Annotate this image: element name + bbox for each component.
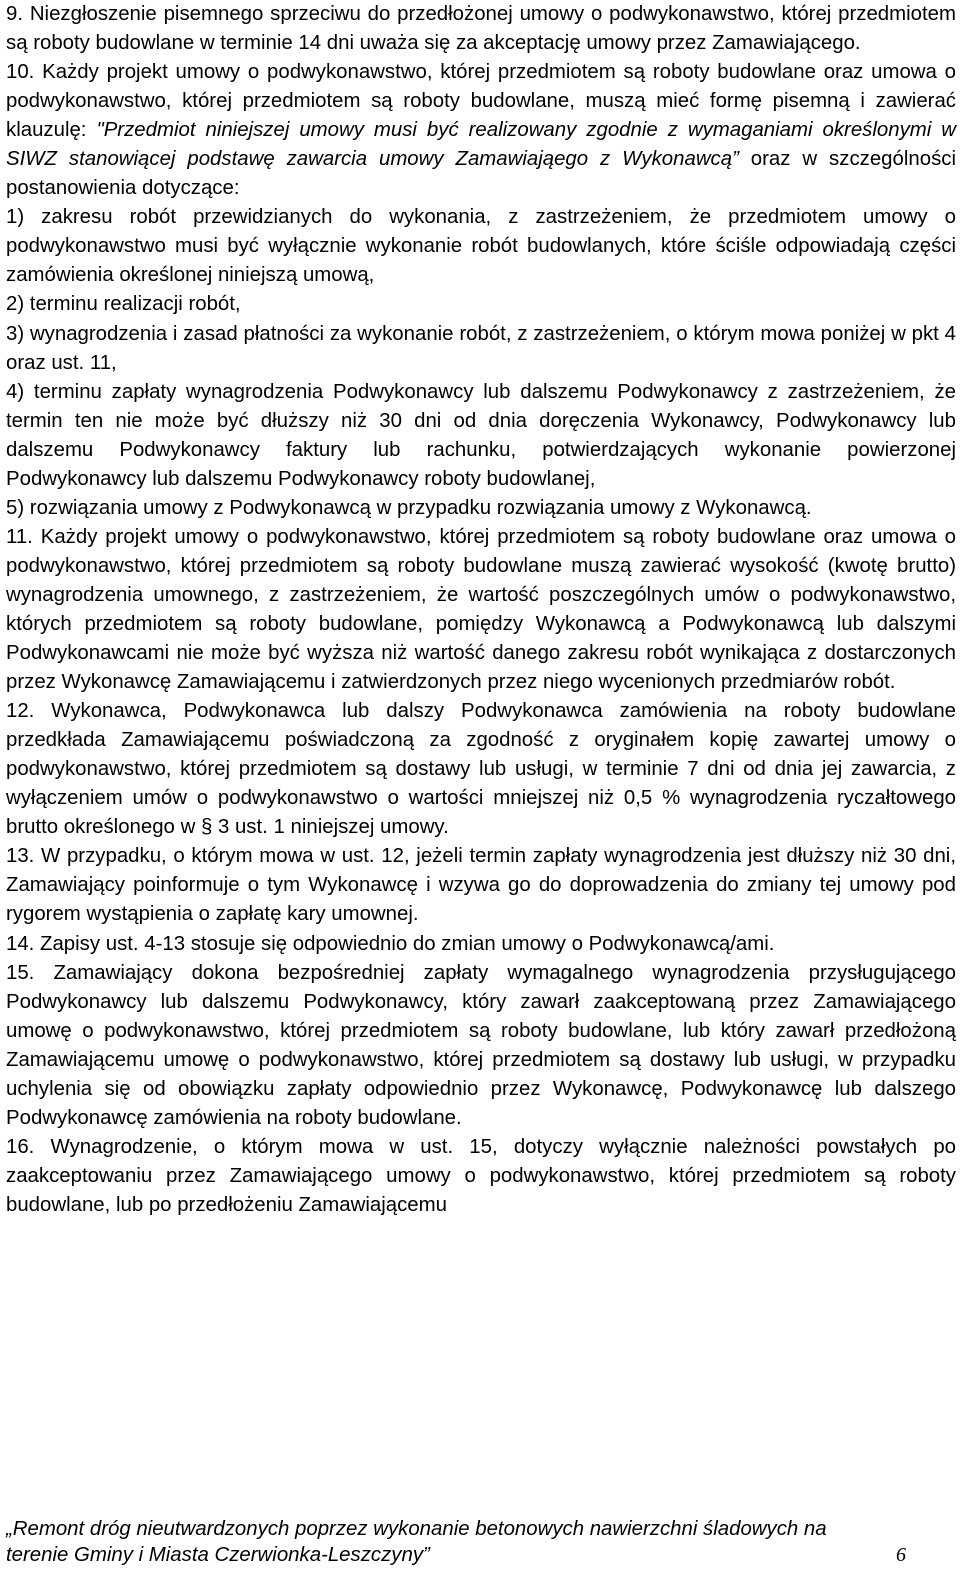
paragraph-11: 11. Każdy projekt umowy o podwykonawstwo, której przedmiotem są roboty budowlane oraz umowa o podwykonawstwo, której przedmiotem są roboty budowlane muszą zawierać wysokość (kwotę brutto) wynagrodzenia umownego, z zastrzeżeniem, że wartość poszczególnych umów o podwykonawstwo, których przedmiotem są roboty budowlane, pomiędzy Wykonawcą a Podwykonawcą lub dalszymi Podwykonawcami nie może być wyższa niż wartość danego zakresu robót wynikająca z dostarczonych przez Wykonawcę Zamawiającemu i zatwierdzonych przez niego wycenionych przedmiarów robót.	[6, 525, 956, 694]
list-item-10-5: 5) rozwiązania umowy z Podwykonawcą w przypadku rozwiązania umowy z Wykonawcą.	[6, 496, 812, 519]
footer-title-line-1: „Remont dróg nieutwardzonych poprzez wykonanie betonowych nawierzchni śladowych na	[6, 1518, 827, 1540]
paragraph-10-tail: oraz w szczególności postanowienia dotyczące:	[6, 148, 956, 200]
paragraph-10-clause-quote: "Przedmiot niniejszej umowy musi być realizowany zgodnie z wymaganiami określonymi w SIWZ stanowiącej podstawę zawarcia umowy Zamawiająego z Wykonawcą”	[6, 119, 956, 171]
paragraph-15: 15. Zamawiający dokona bezpośredniej zapłaty wymagalnego wynagrodzenia przysługującego Podwykonawcy lub dalszemu Podwykonawcy, który zawarł zaakceptowaną przez Zamawiającego umowę o podwykonawstwo, której przedmiotem są roboty budowlane, lub który zawarł przedłożoną Zamawiającemu umowę o podwykonawstwo, której przedmiotem są dostawy lub usługi, w przypadku uchylenia się od obowiązku zapłaty odpowiednio przez Wykonawcę, Podwykonawcę lub dalszego Podwykonawcę zamówienia na roboty budowlane.	[6, 961, 956, 1129]
paragraph-10	[6, 58, 956, 203]
page-number: 6	[896, 1544, 906, 1566]
document-body	[6, 0, 956, 1220]
list-item-10-2: 2) terminu realizacji robót,	[6, 293, 241, 316]
list-item-10-1: 1) zakresu robót przewidzianych do wykonania, z zastrzeżeniem, że przedmiotem umowy o podwykonawstwo musi być wyłącznie wykonanie robót budowlanych, które ściśle odpowiadają części zamówienia określonej niniejszą umową,	[6, 206, 956, 287]
page-footer	[6, 1516, 956, 1568]
list-item-10-4: 4) terminu zapłaty wynagrodzenia Podwykonawcy lub dalszemu Podwykonawcy z zastrzeżeniem, że termin ten nie może być dłuższy niż 30 dni od dnia doręczenia Wykonawcy, Podwykonawcy lub dalszemu Podwykonawcy faktury lub rachunku, potwierdzających wykonanie powierzonej Podwykonawcy lub dalszemu Podwykonawcy roboty budowlanej,	[6, 380, 956, 490]
paragraph-16: 16. Wynagrodzenie, o którym mowa w ust. 15, dotyczy wyłącznie należności powstałych po zaakceptowaniu przez Zamawiającego umowy o podwykonawstwo, której przedmiotem są roboty budowlane, lub po przedłożeniu Zamawiającemu	[6, 1135, 956, 1216]
paragraph-12: 12. Wykonawca, Podwykonawca lub dalszy Podwykonawca zamówienia na roboty budowlane przedkłada Zamawiającemu poświadczoną za zgodność z oryginałem kopię zawartej umowy o podwykonawstwo, której przedmiotem są dostawy lub usługi, w terminie 7 dni od dnia jej zawarcia, z wyłączeniem umów o podwykonawstwo o wartości mniejszej niż 0,5 % wynagrodzenia ryczałtowego brutto określonego w § 3 ust. 1 niniejszej umowy.	[6, 700, 956, 839]
footer-title-line-2: terenie Gminy i Miasta Czerwionka-Leszczyny”	[6, 1544, 430, 1566]
paragraph-13: 13. W przypadku, o którym mowa w ust. 12, jeżeli termin zapłaty wynagrodzenia jest dłuższy niż 30 dni, Zamawiający poinformuje o tym Wykonawcę i wzywa go do doprowadzenia do zmiany tej umowy pod rygorem wystąpienia o zapłatę kary umownej.	[6, 845, 956, 926]
paragraph-9: 9. Niezgłoszenie pisemnego sprzeciwu do przedłożonej umowy o podwykonawstwo, której przedmiotem są roboty budowlane w terminie 14 dni uważa się za akceptację umowy przez Zamawiającego.	[6, 3, 956, 55]
list-item-10-3: 3) wynagrodzenia i zasad płatności za wykonanie robót, z zastrzeżeniem, o którym mowa poniżej w pkt 4 oraz ust. 11,	[6, 322, 956, 374]
paragraph-14: 14. Zapisy ust. 4-13 stosuje się odpowiednio do zmian umowy o Podwykonawcą/ami.	[6, 932, 775, 955]
paragraph-10-intro: 10. Każdy projekt umowy o podwykonawstwo, której przedmiotem są roboty budowlane oraz umowa o podwykonawstwo, której przedmiotem są roboty budowlane, muszą mieć formę pisemną i zawierać klauzulę:	[6, 61, 956, 142]
